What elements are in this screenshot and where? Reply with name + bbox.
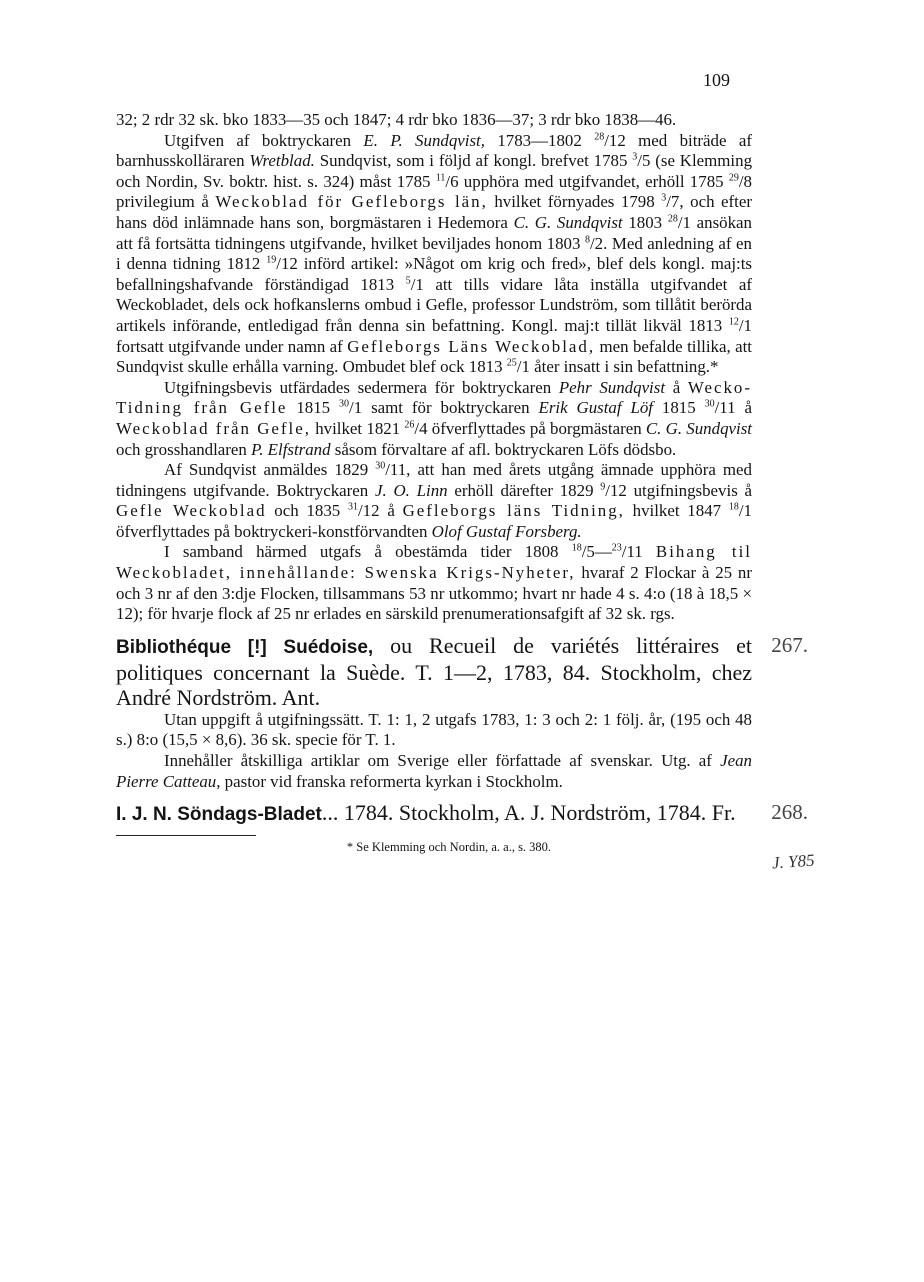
text-run: /5 (se Klemming och Nordin, Sv. boktr. hist. s. 324) måst 1785 [116, 151, 753, 191]
name-italic: Wretblad. [249, 151, 315, 171]
title-spaced: Gefleborgs läns Tidning, [402, 501, 625, 521]
paragraph [116, 378, 752, 460]
text-run: hvilket 1847 [624, 501, 729, 521]
date-superscript: 30 [375, 460, 386, 472]
title-spaced: Bihang til Weckobladet, innehållande: Swenska Krigs-Nyheter, [116, 542, 752, 583]
text-run: 1815 [653, 398, 705, 418]
text-run: men befalde tillika, att Sundqvist skulle erhålla varning. Ombudet blef ock 1813 [116, 336, 752, 377]
text-run: erhöll därefter 1829 [447, 480, 601, 500]
handwritten-margin-note: J. Y85 [771, 850, 816, 873]
text-run: Innehåller åtskilliga artiklar om Sverige eller författade af svenskar. Utg. af [164, 751, 721, 771]
text-run: hvilket 1821 [310, 418, 405, 438]
text-run: /12 å [357, 501, 403, 521]
text-run: Sundqvist, som i följd af kongl. brefvet 1785 [314, 151, 633, 171]
text-run: Af Sundqvist anmäldes 1829 [164, 460, 376, 480]
entry-267-imprint: ou Recueil de variétés littéraires et politiques concernant la Suède. T. 1—2, 1783, 84. Stockholm, chez André Nordström. Ant. [116, 632, 753, 710]
text-run: å [665, 377, 688, 397]
text-run: /11 [621, 542, 656, 562]
text-run: såsom förvaltare af afl. boktryckaren Löfs dödsbo. [330, 439, 677, 459]
title-spaced: Wecko-Tidning från Gefle [116, 377, 752, 418]
title-spaced: Weckoblad för Gefleborgs län, [215, 192, 488, 212]
text-run: /4 öfverflyttades på borgmästaren [414, 418, 646, 438]
text-run: och 1835 [266, 501, 348, 521]
name-italic: J. O. Linn [375, 480, 448, 500]
date-superscript: 28 [667, 213, 678, 225]
text-run: /1 att tills vidare låta inställa utgifvandet af Weckobladet, dels ock hofkanslerns ombud i Gefle, professor Lundström, som tillåtit berörda artikels införande, entledigad från denna sin befattning. Kongl. maj:t tillät likväl 1813 [116, 274, 752, 335]
page-number: 109 [703, 70, 730, 90]
name-italic: Jean Pierre Catteau, [116, 751, 752, 791]
name-italic: Olof Gustaf Forsberg. [431, 521, 582, 541]
paragraph [116, 110, 752, 131]
text-block [116, 110, 808, 855]
text-run: 1803 [622, 212, 668, 232]
text-run: hvaraf 2 Flockar à 25 nr och 3 nr af den 3:dje Flocken, tillsammans 53 nr utkommo; hvart nr hade 4 s. 4:o (18 à 18,5 × 12); för hvarje flock af 25 nr erlades en särskild prenumerationsafgift af 32 sk. rgs. [116, 563, 752, 624]
text-run: 1815 [287, 398, 340, 418]
text-run: /1 ansökan att få fortsätta tidningens utgifvande, hvilket beviljades honom 1803 [116, 212, 753, 253]
date-superscript: 28 [594, 130, 605, 142]
paragraph [116, 460, 752, 542]
date-superscript: 9 [600, 481, 606, 493]
date-superscript: 5 [405, 275, 411, 287]
text-run: /11, att han med årets utgång ämnade upphöra med tidningens utgifvande. Boktryckaren [116, 460, 752, 500]
paragraph [116, 751, 752, 792]
text-run: /12 utgifningsbevis å [605, 480, 753, 500]
date-superscript: 29 [728, 172, 739, 184]
entry-268-heading [116, 800, 808, 827]
text-run: /12 införd artikel: »Något om krig och fred», blef dels kongl. maj:ts befallningshafvande förständigad 1813 [116, 254, 752, 294]
name-italic: E. P. Sundqvist, [363, 130, 485, 150]
entry-267-heading [116, 632, 808, 710]
text-run: /12 med biträde af barnhusskolläraren [116, 130, 752, 171]
name-italic: C. G. Sundqvist [645, 418, 752, 438]
text-run: /6 upphöra med utgifvandet, erhöll 1785 [445, 171, 729, 191]
date-superscript: 30 [339, 398, 350, 410]
name-italic: Erik Gustaf Löf [538, 398, 653, 418]
text-run: Utgifven af boktryckaren [164, 130, 364, 150]
text-run: 1783—1802 [484, 130, 595, 150]
text-run: /7, och efter hans död inlämnade hans son, borgmästaren i Hedemora [116, 192, 752, 232]
paragraph [116, 131, 752, 378]
text-run: /1 samt för boktryckaren [349, 398, 539, 418]
title-spaced: Weckoblad från Gefle, [116, 418, 311, 438]
date-superscript: 18 [728, 501, 739, 513]
text-run: /1 åter insatt i sin befattning.* [516, 357, 719, 377]
date-superscript: 12 [728, 316, 739, 328]
entry-268-number: 268. [771, 800, 808, 825]
entry-267-title: Bibliothéque [!] Suédoise, [116, 636, 374, 658]
title-spaced: Gefle Weckoblad [116, 501, 267, 521]
entry-268-title: I. J. N. Söndags-Bladet [116, 804, 322, 826]
entry-267-number: 267. [771, 632, 808, 657]
entry-268-imprint: ... 1784. Stockholm, A. J. Nordström, 1784. Fr. [321, 800, 736, 826]
date-superscript: 8 [584, 233, 590, 245]
text-run: pastor vid franska reformerta kyrkan i Stockholm. [220, 771, 563, 791]
text-run: I samband härmed utgafs å obestämda tider 1808 [164, 542, 572, 562]
date-superscript: 25 [506, 357, 517, 369]
footnote-rule [116, 835, 256, 836]
text-run: /5— [581, 542, 612, 562]
date-superscript: 30 [704, 398, 715, 410]
paragraph [116, 542, 752, 624]
date-superscript: 18 [571, 542, 582, 554]
text-run: /2. Med anledning af en i denna tidning 1812 [116, 233, 753, 274]
date-superscript: 23 [611, 542, 622, 554]
text-run: 32; 2 rdr 32 sk. bko 1833—35 och 1847; 4 rdr bko 1836—37; 3 rdr bko 1838—46. [116, 110, 677, 129]
date-superscript: 19 [266, 254, 277, 266]
title-spaced: Gefleborgs Läns Weckoblad, [347, 336, 596, 356]
text-run: och grosshandlaren [116, 439, 252, 459]
text-run: /1 fortsatt utgifvande under namn af [116, 315, 752, 356]
entry-267-notes [116, 710, 752, 792]
entry-266-paragraphs [116, 110, 752, 625]
date-superscript: 31 [347, 501, 358, 513]
name-italic: C. G. Sundqvist [513, 212, 623, 232]
text-run: /1 öfverflyttades på boktryckeri-konstförvandten [116, 501, 752, 541]
date-superscript: 3 [632, 151, 638, 163]
date-superscript: 3 [661, 192, 667, 204]
date-superscript: 26 [404, 419, 415, 431]
text-run: Utgifningsbevis utfärdades sedermera för boktryckaren [164, 377, 559, 397]
text-run: hvilket förnyades 1798 [487, 192, 662, 212]
name-italic: Pehr Sundqvist [558, 377, 666, 397]
text-run: Utan uppgift å utgifningssätt. T. 1: 1, 2 utgafs 1783, 1: 3 och 2: 1 följ. år, (195 och 48 s.) 8:o (15,5 × 8,6). 36 sk. specie för T. 1. [116, 709, 752, 750]
name-italic: P. Elfstrand [251, 439, 331, 459]
date-superscript: 11 [435, 172, 446, 184]
text-run: /8 privilegium å [116, 171, 752, 212]
text-run: /11 å [714, 398, 752, 418]
paragraph [116, 710, 752, 751]
footnote: * Se Klemming och Nordin, a. a., s. 380. [346, 840, 552, 855]
